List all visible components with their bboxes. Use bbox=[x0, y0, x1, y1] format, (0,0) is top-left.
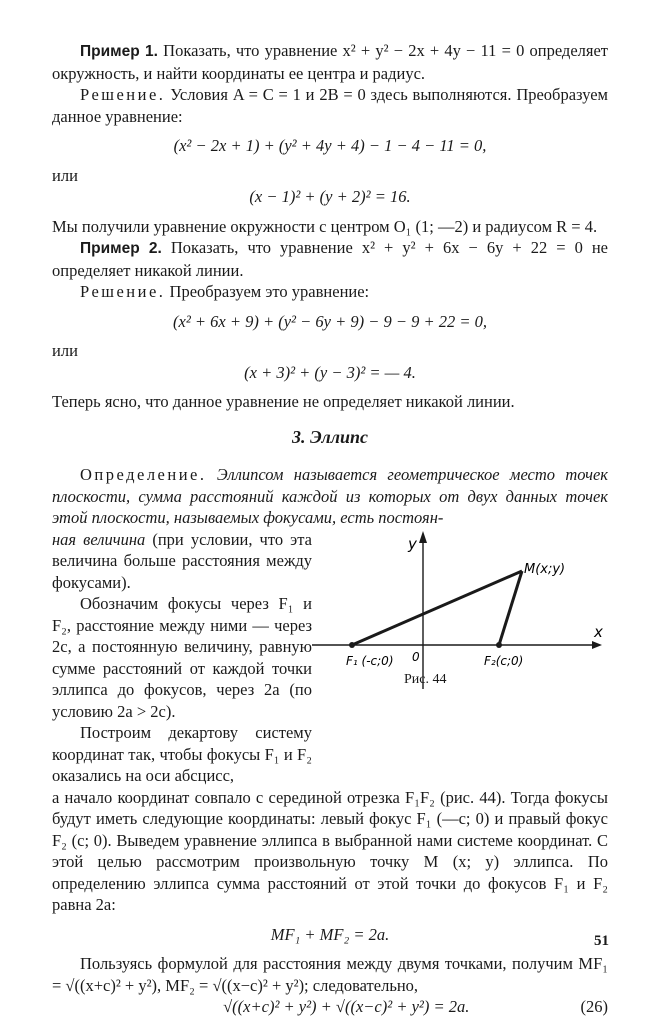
example-1-text: Показать, что уравнение x² + y² − 2x + 4y − 11 = 0 определяет окружность, и найти координаты ее центра и радиус. bbox=[52, 41, 608, 83]
equation-26: √((x+c)² + y²) + √((x−c)² + y²) = 2a. bbox=[223, 997, 470, 1016]
solution-text: Преобразуем это уравнение: bbox=[169, 282, 370, 301]
y-axis-arrow bbox=[419, 531, 427, 543]
page-content bbox=[52, 40, 608, 1018]
segment-mf1 bbox=[352, 571, 522, 645]
solution-label: Решение. bbox=[80, 85, 166, 104]
x-axis-arrow bbox=[592, 641, 602, 649]
page-number: 51 bbox=[594, 933, 609, 949]
or-word: или bbox=[52, 341, 78, 360]
definition-condition: (при условии, что эта величина больше расстояния между фокусами). bbox=[52, 529, 313, 592]
example-2 bbox=[52, 237, 608, 281]
focus-f1-label: F₁ (-c;0) bbox=[346, 653, 394, 668]
definition-text: Эллипсом называется геометрическое место точек плоскости, сумма расстояний каждой из которых от двух данных точек этой плоскости, называемых фокусами, есть постоян- bbox=[52, 465, 609, 527]
point-m-label: M(x;y) bbox=[524, 561, 566, 577]
focus-f2-label: F₂(c;0) bbox=[484, 653, 524, 668]
section-heading: 3. Эллипс bbox=[291, 426, 369, 447]
origin-label: 0 bbox=[412, 649, 420, 664]
left-column bbox=[52, 529, 312, 787]
equation-26-row bbox=[52, 996, 608, 1018]
equation: (x² − 2x + 1) + (y² + 4y + 4) − 1 − 4 − 11 = 0, bbox=[173, 136, 487, 155]
example-2-title: Пример 2. bbox=[80, 240, 162, 257]
text-with-figure bbox=[52, 529, 608, 787]
definition-continued bbox=[52, 529, 312, 594]
focus-f1-point bbox=[349, 642, 355, 648]
example-2-solution bbox=[52, 281, 608, 303]
example-1-solution bbox=[52, 84, 608, 127]
paragraph: Обозначим фокусы через F₁ и F₂, расстояние между ними — через 2c, а постоянную величину, равную сумме расстояний от каждой точки эллипса до фокусов, через 2a (по условию 2a > 2c). bbox=[52, 594, 312, 721]
paragraph: а начало координат совпало с серединой отрезка F₁F₂ (рис. 44). Тогда фокусы будут иметь следующие координаты: левый фокус F₁ (—c; 0) и правый фокус F₂ (c; 0). Выведем уравнение эллипса в выбранной нами системе координат. С этой целью рассмотрим произвольную точку M (x; y) эллипса. По определению эллипса сумма расстояний от этой точки до фокусов F₁ и F₂ равна 2a: bbox=[52, 787, 608, 914]
equation: MF₁ + MF₂ = 2a. bbox=[270, 924, 390, 944]
paragraph: Построим декартову систему координат так, чтобы фокусы F₁ и F₂ оказались на оси абсцисс, bbox=[52, 723, 312, 785]
example-1-title: Пример 1. bbox=[80, 43, 158, 60]
figure-caption: Рис. 44 bbox=[404, 671, 447, 687]
focus-f2-point bbox=[496, 642, 502, 648]
segment-mf2 bbox=[499, 571, 522, 645]
or-word: или bbox=[52, 165, 78, 185]
ellipse-foci-diagram bbox=[312, 529, 608, 699]
y-axis-label: y bbox=[408, 534, 417, 553]
equation: (x² + 6x + 9) + (y² − 6y + 9) − 9 − 9 + 22 = 0, bbox=[173, 311, 487, 331]
x-axis-label: x bbox=[594, 622, 603, 641]
figure-44 bbox=[312, 529, 608, 787]
equation-number: (26) bbox=[580, 997, 608, 1016]
example-2-text: Показать, что уравнение x² + y² + 6x − 6y + 22 = 0 не определяет никакой линии. bbox=[52, 238, 609, 280]
paragraph: Пользуясь формулой для расстояния между двумя точками, получим MF₁ = √((x+c)² + y²), MF₂ = √((x−c)² + y²); следовательно, bbox=[52, 954, 608, 995]
solution-text: Условия A = C = 1 и 2B = 0 здесь выполняются. Преобразуем данное уравнение: bbox=[52, 85, 608, 126]
definition-label: Определение. bbox=[80, 465, 207, 484]
definition-text-end: ная величина bbox=[52, 529, 146, 549]
example-2-conclusion: Теперь ясно, что данное уравнение не определяет никакой линии. bbox=[52, 392, 515, 411]
solution-label: Решение. bbox=[80, 282, 166, 301]
equation: (x − 1)² + (y + 2)² = 16. bbox=[249, 187, 411, 206]
equation: (x + 3)² + (y − 3)² = — 4. bbox=[244, 362, 416, 382]
example-1-conclusion: Мы получили уравнение окружности с центром O₁ (1; —2) и радиусом R = 4. bbox=[52, 216, 598, 236]
ellipse-definition bbox=[52, 464, 608, 529]
example-1 bbox=[52, 40, 608, 84]
